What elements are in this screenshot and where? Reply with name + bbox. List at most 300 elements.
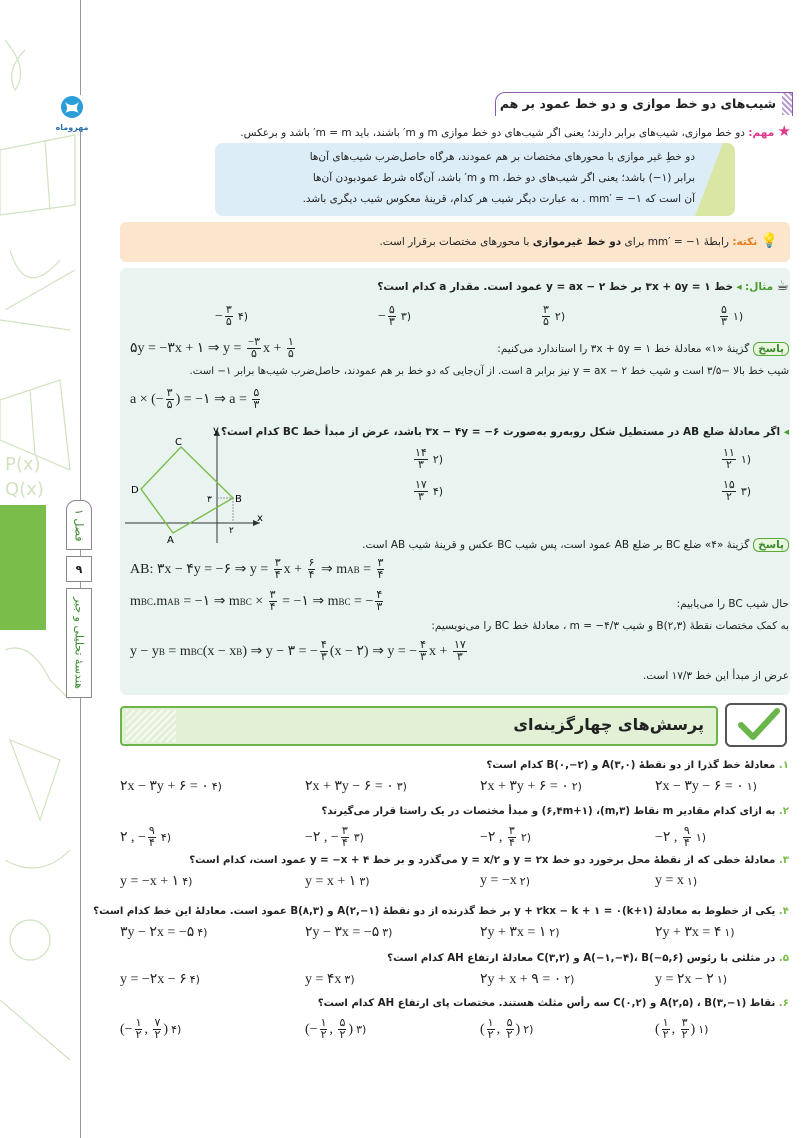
example-question: ☕ مثال: ◂ خط ۳x + ۵y = ۱ بر خط y = ax − ۲ عمود است. مقدار a کدام است؟ — [377, 278, 789, 294]
fraction — [722, 480, 736, 503]
answer-option[interactable] — [120, 873, 192, 890]
star-icon: ★ — [777, 122, 791, 140]
numerator: ۵ — [506, 1017, 513, 1029]
answer-option[interactable] — [412, 448, 443, 471]
math-text: , — [671, 1021, 679, 1037]
denominator: ۲ — [320, 1029, 327, 1041]
fraction — [662, 1018, 670, 1041]
numerator: ۴ — [376, 589, 383, 601]
numerator: ۳ — [225, 304, 232, 316]
question-number: ۱. — [778, 760, 789, 771]
fraction — [308, 558, 316, 581]
math-text: ۲x − ۳y + ۶ = ۰ — [120, 779, 209, 794]
denominator: ۲ — [487, 1029, 494, 1041]
option-number: ۳) — [382, 926, 393, 939]
label-b: B — [235, 494, 242, 505]
question-number: ۶. — [778, 998, 789, 1009]
option-number: ۴) — [197, 926, 208, 939]
answer-option[interactable] — [120, 778, 222, 795]
option-number: ۴) — [432, 485, 444, 498]
answer-option[interactable] — [480, 873, 530, 889]
subscript: AB — [347, 564, 360, 575]
numerator: ۳ — [508, 825, 515, 837]
label-c: C — [175, 437, 182, 448]
math-text: a × (− — [130, 391, 164, 407]
answer-option[interactable] — [655, 873, 697, 889]
numerator: ۱ — [135, 1017, 142, 1029]
fraction — [414, 480, 428, 503]
option-number: ۱) — [716, 973, 728, 986]
numerator: ۵ — [721, 304, 727, 316]
svg-text:P(x): P(x) — [5, 454, 41, 475]
denominator: ۴ — [308, 569, 315, 581]
option-number: ۲) — [519, 874, 530, 888]
option-number: ۲) — [571, 780, 582, 793]
question-text: معادلهٔ خطی که از نقطهٔ محل برخورد دو خط y = ۲x و y = x/۲ می‌گذرد و بر خط y = −x + ۴ عمود است، کدام است؟ — [189, 855, 776, 866]
numerator: ۴ — [320, 639, 327, 651]
denominator: ۴ — [269, 601, 276, 613]
math-text: y = −x + ۱ — [120, 874, 180, 889]
answer-option[interactable] — [305, 1018, 366, 1041]
math-text: ۵y = −۳x + ۱ ⇒ y = — [130, 341, 245, 356]
option-number: ۳) — [353, 831, 364, 844]
fraction — [247, 337, 261, 360]
question — [318, 998, 789, 1009]
math-text: y = −۲x − ۶ — [120, 972, 187, 987]
section-title-box — [495, 92, 793, 116]
answer-option[interactable] — [655, 826, 706, 849]
math-line — [130, 590, 385, 613]
numerator: ۵ — [339, 1017, 346, 1029]
numerator: ۴ — [420, 639, 427, 651]
subscript: B — [158, 646, 165, 657]
example2-question-text: اگر معادلهٔ ضلع AB در مستطیل شکل روبه‌رو به‌صورت ۳x − ۴y = −۶ باشد، عرض از مبدأ خط BC کدام است؟ — [220, 426, 781, 438]
math-text: = − — [350, 593, 374, 609]
option-number: ۴) — [211, 780, 222, 793]
rectangle-figure — [125, 425, 265, 545]
teacup-icon: ☕ — [776, 278, 789, 294]
fraction — [320, 1018, 328, 1041]
math-line — [130, 640, 469, 663]
math-text: = — [359, 561, 375, 577]
answer-option[interactable] — [480, 826, 531, 849]
section-title: شیب‌های دو خط موازی و دو خط عمود بر هم — [499, 96, 776, 111]
numerator: ۳ — [377, 557, 384, 569]
question-text: به ازای کدام مقادیر m نقاط (m,۳)، (۶,۴m+۱) و مبدأ مختصات در یک راستا قرار می‌گیرند؟ — [321, 806, 776, 817]
subscript: BC — [190, 646, 203, 657]
question — [486, 760, 789, 771]
fraction — [320, 640, 328, 663]
denominator: ۵ — [287, 348, 294, 360]
math-text: ) ⇒ y − ۳ = − — [242, 644, 318, 659]
math-text: y = −x — [480, 873, 517, 888]
math-text: (x − ۲) ⇒ y = − — [329, 644, 418, 659]
denominator: ۳ — [253, 399, 260, 411]
explanation-line: شیب خط بالا −۳/۵ است و شیب خط y = ax − ۲ نیز برابر a است. از آن‌جایی که دو خط بر هم عمودند، حاصل‌ضرب شیب‌ها برابر ۱− است. — [189, 366, 789, 377]
math-line — [130, 558, 386, 581]
answer-text: گزینهٔ «۱» معادلهٔ خط ۳x + ۵y = ۱ را استاندارد می‌کنیم: — [497, 343, 750, 355]
fraction — [341, 826, 349, 849]
math-text: x + — [429, 643, 451, 659]
math-text: ) — [348, 1021, 354, 1037]
option-number: ۱) — [724, 926, 735, 939]
rule-line: دو خطِ غیر موازی با محورهای مختصات بر هم عمودند، هرگاه حاصل‌ضرب شیب‌های آن‌ها — [309, 151, 695, 163]
example2-question: ◂ اگر معادلهٔ ضلع AB در مستطیل شکل روبه‌رو به‌صورت ۳x − ۴y = −۶ باشد، عرض از مبدأ خط BC کدام است؟ — [220, 426, 789, 438]
label-d: D — [131, 485, 139, 496]
answer-option[interactable] — [655, 971, 727, 988]
fraction — [508, 826, 516, 849]
question-text: نقاط A(۲,۵) ، B(۳,−۱) و C(۰,۲) سه رأس مثلث هستند. مختصات پای ارتفاع AH کدام است؟ — [317, 998, 776, 1009]
math-text: y = ۲x − ۲ — [655, 972, 714, 987]
math-line — [130, 388, 262, 411]
option-number: ۱) — [732, 310, 744, 323]
answer-option[interactable] — [480, 971, 574, 988]
numerator: ۱ — [487, 1017, 494, 1029]
fraction — [252, 388, 260, 411]
answer-option[interactable] — [215, 305, 248, 328]
math-text: ۲y + x + ۹ = ۰ — [480, 972, 562, 987]
important-line — [240, 122, 791, 140]
math-text: −۲ , — [655, 830, 681, 845]
important-label: مهم: — [748, 127, 775, 139]
math-text: ۳y − ۲x = −۵ — [120, 925, 195, 940]
denominator: ۲ — [154, 1029, 161, 1041]
numerator: ۳ — [274, 557, 281, 569]
question-number: ۲. — [778, 806, 789, 817]
perpendicular-rule-box — [215, 143, 735, 216]
denominator: ۲ — [506, 1029, 513, 1041]
math-text: ۲x + ۳y − ۶ = ۰ — [305, 779, 394, 794]
label-a: A — [167, 535, 174, 545]
answer-option[interactable] — [305, 971, 355, 988]
important-text: دو خط موازی، شیب‌های برابر دارند؛ یعنی اگر شیب‌های دو خط موازی m و m′ باشند، باید m = m′ باشد و برعکس. — [240, 127, 745, 139]
denominator: ۵ — [543, 316, 549, 328]
answer-option[interactable] — [378, 305, 411, 328]
question — [321, 806, 789, 817]
fraction — [414, 448, 428, 471]
math-text: (− — [305, 1021, 318, 1037]
numerator: ۱۷ — [453, 639, 466, 651]
answer-option[interactable] — [480, 1018, 533, 1041]
denominator: ۴ — [148, 837, 155, 849]
numerator: ۱۵ — [723, 479, 735, 491]
answer-option[interactable] — [412, 480, 443, 503]
numerator: ۳ — [681, 1017, 688, 1029]
math-text: = −۱ ⇒ m — [179, 594, 240, 609]
fraction — [681, 1018, 689, 1041]
rule-line: آن است که mm′ = −۱ . به عبارت دیگر شیب هر کدام، قرینهٔ معکوس شیب دیگری باشد. — [302, 193, 695, 205]
denominator: ۳ — [388, 316, 395, 328]
math-text: −۲ , — [480, 830, 506, 845]
fraction — [542, 305, 550, 328]
option-number: ۴) — [171, 1023, 182, 1036]
denominator: ۲ — [662, 1029, 669, 1041]
example-question-text: خط ۳x + ۵y = ۱ بر خط y = ax − ۲ عمود است. مقدار a کدام است؟ — [377, 281, 734, 293]
question-number: ۳. — [778, 855, 789, 866]
fraction — [683, 826, 691, 849]
answer-option[interactable] — [305, 778, 407, 795]
brand-name: مهروماه — [55, 123, 89, 132]
option-number: ۳) — [359, 875, 370, 888]
option-number: ۴) — [182, 875, 193, 888]
subscript: BC — [140, 596, 153, 607]
math-text: ۲ , − — [120, 830, 146, 845]
math-text: ( — [480, 1021, 485, 1037]
mcq-banner — [120, 706, 718, 746]
option-number: ۱) — [695, 831, 707, 844]
math-text: y = x + ۱ — [305, 874, 357, 889]
note-text-end: با محورهای مختصات برقرار است. — [379, 236, 533, 248]
denominator: ۴ — [683, 837, 690, 849]
numerator: ۳ — [341, 825, 348, 837]
math-text: ) — [163, 1021, 169, 1037]
question-text: در مثلثی با رئوس A(−۱,−۴)، B(−۵,۶) و C(۳,۲) معادلهٔ ارتفاع AH کدام است؟ — [387, 953, 776, 964]
answer-option[interactable] — [718, 305, 743, 328]
answer-option[interactable] — [305, 924, 392, 941]
math-text: ⇒ m — [317, 562, 348, 577]
math-text: y = x — [655, 873, 684, 888]
rule-line: برابر (۱−) باشد؛ یعنی اگر شیب‌های دو خط، m و m′ باشد، آن‌گاه شرط عمودبودن آن‌ها — [312, 172, 695, 184]
option-number: ۲) — [520, 831, 532, 844]
numerator: ۹ — [683, 825, 690, 837]
fraction — [135, 1018, 143, 1041]
label-2: ۲ — [229, 526, 234, 536]
math-text: = −۱ ⇒ m — [278, 594, 339, 609]
numerator: ۹ — [148, 825, 155, 837]
question — [387, 953, 789, 964]
fraction — [388, 305, 396, 328]
denominator: ۴ — [377, 569, 384, 581]
math-text: (− — [120, 1021, 133, 1037]
numerator: ۱ — [662, 1017, 669, 1029]
brand-logo — [52, 95, 92, 132]
subscript: B — [236, 646, 243, 657]
question-number: ۵. — [778, 953, 789, 964]
math-text: ) — [690, 1021, 696, 1037]
denominator: ۲ — [339, 1029, 346, 1041]
numerator: −۳ — [247, 336, 260, 348]
denominator: ۲ — [725, 459, 732, 471]
answer-option[interactable] — [655, 778, 757, 795]
explanation-line: حال شیب BC را می‌یابیم: — [676, 598, 789, 610]
fraction — [487, 1018, 495, 1041]
denominator: ۴ — [508, 837, 515, 849]
numerator: ۱۷ — [415, 479, 427, 491]
denominator: ۴ — [274, 569, 281, 581]
fraction — [375, 590, 383, 613]
question-text: یکی از خطوط به معادلهٔ (k+۱)y + ۲kx − k + ۱ = ۰ بر خط گذرنده از دو نقطهٔ A(۲,−۱) و B(۸,۳) عمود است. معادلهٔ این خط کدام است؟ — [93, 906, 776, 917]
subscript: AB — [167, 596, 180, 607]
math-text: − — [215, 308, 223, 324]
fraction — [225, 305, 233, 328]
math-text: y = ۴x — [305, 972, 342, 987]
math-line — [130, 337, 297, 360]
option-number: ۲) — [549, 926, 560, 939]
denominator: ۲ — [681, 1029, 688, 1041]
option-number: ۴) — [160, 831, 172, 844]
denominator: ۲ — [135, 1029, 142, 1041]
label-y: y — [213, 425, 219, 436]
denominator: ۵ — [166, 399, 173, 411]
math-text: (x − x — [202, 643, 237, 659]
subscript: BC — [239, 596, 252, 607]
denominator: ۳ — [417, 459, 424, 471]
denominator: ۴ — [341, 837, 348, 849]
math-text: − — [378, 308, 386, 324]
math-text: ) = −۱ ⇒ a = — [175, 392, 251, 407]
example-label: مثال: — [745, 281, 774, 293]
subscript: BC — [338, 596, 351, 607]
fraction — [153, 1018, 161, 1041]
denominator: ۵ — [250, 348, 257, 360]
math-text: .m — [152, 593, 168, 609]
option-number: ۳) — [400, 310, 412, 323]
page-number: ۹ — [66, 556, 92, 582]
question-number: ۴. — [778, 906, 789, 917]
answer-option[interactable] — [655, 924, 735, 941]
book-title-tab: هندسهٔ تحلیلی و جبر — [66, 588, 92, 698]
fraction — [722, 448, 736, 471]
answer-option[interactable] — [120, 826, 171, 849]
math-text: ۲y + ۳x = ۱ — [480, 925, 547, 940]
denominator: ۳ — [320, 651, 327, 663]
math-text: , — [144, 1021, 152, 1037]
math-text: × — [251, 593, 267, 609]
checkmark-icon — [727, 705, 785, 745]
answer-option[interactable] — [120, 971, 200, 988]
option-number: ۱) — [746, 780, 757, 793]
explanation-line: عرض از مبدأ این خط ۱۷/۳ است. — [642, 670, 789, 682]
butterfly-logo-icon — [57, 95, 87, 119]
svg-text:Q(x): Q(x) — [5, 479, 44, 500]
answer-option[interactable] — [120, 924, 207, 941]
math-text: ۲x − ۳y − ۶ = ۰ — [655, 779, 744, 794]
math-text: y − y — [130, 643, 159, 659]
math-text: ۲x + ۳y + ۶ = ۰ — [480, 779, 569, 794]
math-text: AB: ۳x − ۴y = −۶ ⇒ y = — [130, 562, 272, 577]
answer-option[interactable] — [720, 448, 751, 471]
chapter-color-block — [0, 505, 46, 630]
numerator: ۱۱ — [723, 447, 735, 459]
answer2-line — [362, 538, 789, 552]
fraction — [166, 388, 174, 411]
question-text: معادلهٔ خط گذرا از دو نقطهٔ A(۳,۰) و B(۰,−۲) کدام است؟ — [486, 760, 776, 771]
denominator: ۳ — [456, 651, 463, 663]
math-text: m — [130, 593, 141, 609]
answer-badge: پاسخ — [753, 538, 789, 552]
option-number: ۲) — [564, 973, 575, 986]
answer-option[interactable] — [540, 305, 565, 328]
numerator: ۱ — [320, 1017, 327, 1029]
fraction — [506, 1018, 514, 1041]
answer-line — [497, 342, 789, 356]
option-number: ۱) — [698, 1023, 709, 1036]
question — [189, 855, 789, 866]
numerator: ۶ — [308, 557, 315, 569]
denominator: ۳ — [417, 491, 424, 503]
answer-option[interactable] — [305, 873, 370, 890]
answer-option[interactable] — [655, 1018, 708, 1041]
option-number: ۴) — [189, 973, 200, 986]
math-text: −۲ , − — [305, 830, 339, 845]
answer-option[interactable] — [120, 1018, 181, 1041]
explanation-line: به کمک مختصات نقطهٔ B(۲,۳) و شیب m = −۴/۳ ، معادلهٔ خط BC را می‌نویسیم: — [431, 620, 789, 632]
chapter-tab[interactable]: فصل ۱ — [66, 500, 92, 550]
denominator: ۳ — [420, 651, 427, 663]
answer-text: گزینهٔ «۴» ضلع BC بر ضلع AB عمود است، پس شیب BC عکس و قرینهٔ شیب AB است. — [362, 539, 750, 551]
denominator: ۳ — [721, 316, 727, 328]
note-bold: دو خط غیرموازی — [532, 236, 622, 248]
numerator: ۵ — [253, 387, 260, 399]
label-3: ۳ — [207, 495, 212, 505]
fraction — [720, 305, 728, 328]
check-box — [725, 703, 787, 747]
math-text: , — [496, 1021, 504, 1037]
mcq-title: پرسش‌های چهارگزینه‌ای — [513, 715, 704, 734]
answer-option[interactable] — [720, 480, 751, 503]
option-number: ۳) — [396, 780, 407, 793]
option-number: ۴) — [237, 310, 249, 323]
denominator: ۳ — [376, 601, 383, 613]
note-box — [120, 222, 790, 262]
option-number: ۲) — [432, 453, 444, 466]
option-number: ۱) — [740, 453, 752, 466]
fraction — [419, 640, 427, 663]
math-text: = m — [164, 643, 191, 659]
answer-option[interactable] — [480, 924, 560, 941]
answer-option[interactable] — [480, 778, 582, 795]
option-number: ۲) — [523, 1023, 534, 1036]
box-stripe — [695, 143, 735, 216]
fraction — [287, 337, 295, 360]
title-hatch — [782, 93, 792, 115]
denominator: ۲ — [725, 491, 732, 503]
banner-hatch — [126, 710, 176, 742]
note-text: رابطهٔ mm′ = −۱ برای — [621, 236, 729, 248]
label-x: x — [257, 513, 263, 524]
question — [93, 906, 789, 917]
fraction — [274, 558, 282, 581]
fraction — [338, 1018, 346, 1041]
denominator: ۵ — [225, 316, 232, 328]
numerator: ۳ — [543, 304, 549, 316]
numerator: ۱۴ — [415, 447, 427, 459]
numerator: ۳ — [166, 387, 173, 399]
fraction — [377, 558, 385, 581]
note-label: نکته: — [732, 236, 758, 248]
fraction — [269, 590, 277, 613]
option-number: ۳) — [344, 973, 355, 986]
numerator: ۷ — [154, 1017, 161, 1029]
answer-option[interactable] — [305, 826, 364, 849]
option-number: ۲) — [554, 310, 566, 323]
math-text: ۲y + ۳x = ۴ — [655, 925, 722, 940]
math-text: ) — [515, 1021, 521, 1037]
math-text: x + — [283, 561, 306, 577]
numerator: ۱ — [287, 336, 294, 348]
lightbulb-icon: 💡 — [760, 233, 778, 249]
option-number: ۳) — [740, 485, 752, 498]
numerator: ۳ — [269, 589, 276, 601]
option-number: ۱) — [686, 874, 698, 888]
math-text: x + — [263, 340, 285, 356]
math-text: ۲y − ۳x = −۵ — [305, 925, 380, 940]
answer-badge: پاسخ — [753, 342, 789, 356]
fraction — [148, 826, 156, 849]
fraction — [453, 640, 467, 663]
math-text: ( — [655, 1021, 660, 1037]
option-number: ۳) — [356, 1023, 367, 1036]
